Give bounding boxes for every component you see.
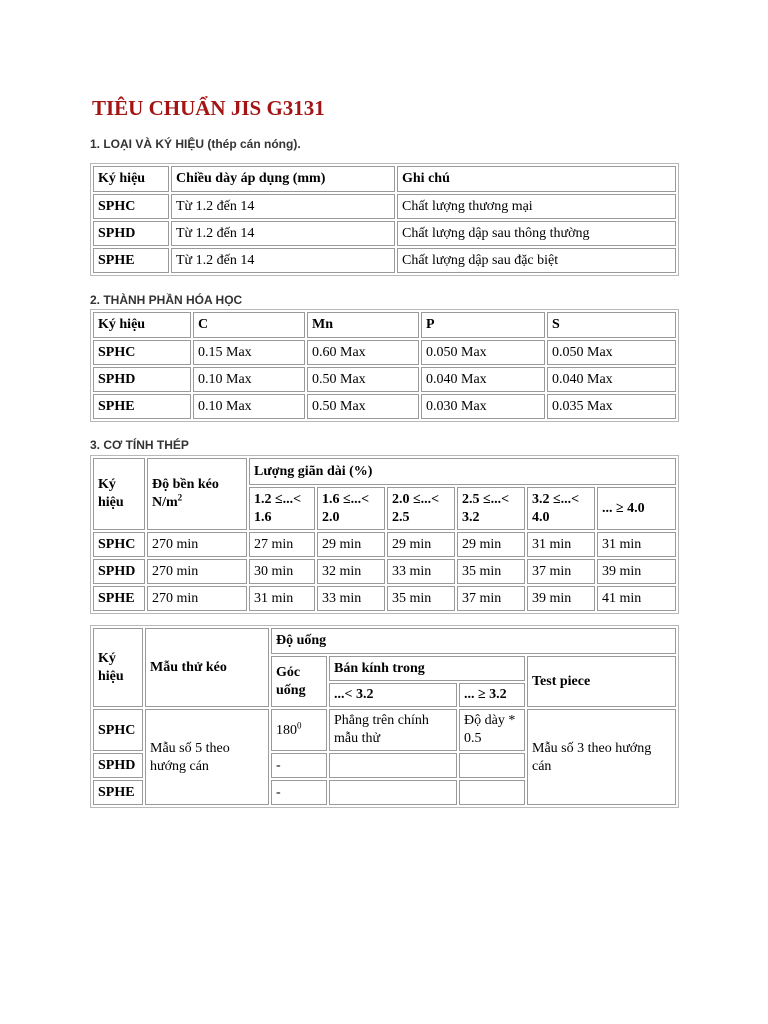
types-table — [90, 163, 679, 276]
elongation-header: Lượng giãn dài (%) — [249, 458, 676, 485]
radius-lt-cell — [329, 780, 457, 805]
tensile-strength-header — [147, 458, 247, 530]
table-header-row — [93, 458, 676, 485]
section-1-heading: 1. LOẠI VÀ KÝ HIỆU (thép cán nóng). — [90, 137, 301, 151]
bending-test-table — [90, 625, 679, 808]
table-cell: 0.10 Max — [193, 367, 305, 392]
table-cell: 31 min — [597, 532, 676, 557]
symbol-cell: SPHE — [93, 394, 191, 419]
table-cell: Từ 1.2 đến 14 — [171, 221, 395, 246]
table-cell: 0.035 Max — [547, 394, 676, 419]
mechanical-properties-table — [90, 455, 679, 614]
table-cell: 0.050 Max — [421, 340, 545, 365]
table-cell: 270 min — [147, 559, 247, 584]
table-cell: Chất lượng dập sau thông thường — [397, 221, 676, 246]
angle-value: 180 — [276, 723, 297, 738]
tensile-strength-label: Độ bền kéo N/m — [152, 477, 219, 510]
table-row — [93, 221, 676, 246]
table-row — [93, 532, 676, 557]
symbol-header: Ký hiệu — [93, 628, 143, 707]
table-cell: 31 min — [249, 586, 315, 611]
symbol-cell: SPHD — [93, 559, 145, 584]
test-piece-cell: Mẫu số 3 theo hướng cán — [527, 709, 676, 805]
symbol-cell: SPHE — [93, 586, 145, 611]
angle-cell: - — [271, 753, 327, 778]
table-row — [93, 709, 676, 751]
section-3-heading: 3. CƠ TÍNH THÉP — [90, 438, 189, 452]
symbol-cell: SPHC — [93, 709, 143, 751]
table-cell: 35 min — [457, 559, 525, 584]
thickness-range-header: 2.0 ≤...< 2.5 — [387, 487, 455, 530]
table-cell: 30 min — [249, 559, 315, 584]
table-header-row — [93, 312, 676, 338]
thickness-range-header: ... ≥ 4.0 — [597, 487, 676, 530]
table-cell: 0.040 Max — [421, 367, 545, 392]
header-cell: Ký hiệu — [93, 166, 169, 192]
symbol-cell: SPHE — [93, 780, 143, 805]
tensile-unit-superscript: 2 — [177, 492, 183, 503]
header-cell: Ghi chú — [397, 166, 676, 192]
table-cell: Từ 1.2 đến 14 — [171, 248, 395, 273]
table-row — [93, 340, 676, 365]
table-cell: 0.10 Max — [193, 394, 305, 419]
header-cell: P — [421, 312, 545, 338]
table-header-row — [93, 628, 676, 654]
table-row — [93, 248, 676, 273]
degree-superscript: 0 — [297, 720, 302, 731]
radius-ge-cell — [459, 780, 525, 805]
table-cell: 37 min — [527, 559, 595, 584]
table-cell: Từ 1.2 đến 14 — [171, 194, 395, 219]
angle-header: Góc uống — [271, 656, 327, 707]
table-cell: 270 min — [147, 532, 247, 557]
table-row — [93, 194, 676, 219]
table-cell: 0.50 Max — [307, 394, 419, 419]
angle-cell: - — [271, 780, 327, 805]
header-cell: S — [547, 312, 676, 338]
table-cell: 0.60 Max — [307, 340, 419, 365]
table-cell: 33 min — [387, 559, 455, 584]
table-cell: 31 min — [527, 532, 595, 557]
header-cell: Chiều dày áp dụng (mm) — [171, 166, 395, 192]
table-row — [93, 394, 676, 419]
table-cell: 32 min — [317, 559, 385, 584]
table-cell: Chất lượng thương mại — [397, 194, 676, 219]
table-cell: 39 min — [527, 586, 595, 611]
table-row — [93, 559, 676, 584]
table-cell: 270 min — [147, 586, 247, 611]
table-cell: 33 min — [317, 586, 385, 611]
table-cell: 39 min — [597, 559, 676, 584]
radius-ge-cell — [459, 753, 525, 778]
angle-cell — [271, 709, 327, 751]
table-cell: 29 min — [317, 532, 385, 557]
symbol-header: Ký hiệu — [93, 458, 145, 530]
radius-ge-cell: Độ dày * 0.5 — [459, 709, 525, 751]
test-piece-header: Test piece — [527, 656, 676, 707]
inner-radius-header: Bán kính trong — [329, 656, 525, 681]
bending-header: Độ uống — [271, 628, 676, 654]
symbol-cell: SPHC — [93, 532, 145, 557]
tensile-sample-header: Mẫu thử kéo — [145, 628, 269, 707]
table-cell: 41 min — [597, 586, 676, 611]
header-cell: Ký hiệu — [93, 312, 191, 338]
thickness-range-header: 1.2 ≤...< 1.6 — [249, 487, 315, 530]
table-cell: 0.050 Max — [547, 340, 676, 365]
table-cell: Chất lượng dập sau đặc biệt — [397, 248, 676, 273]
table-cell: 27 min — [249, 532, 315, 557]
header-cell: C — [193, 312, 305, 338]
table-cell: 29 min — [387, 532, 455, 557]
thickness-range-header: 2.5 ≤...< 3.2 — [457, 487, 525, 530]
chemical-composition-table — [90, 309, 679, 422]
symbol-cell: SPHC — [93, 194, 169, 219]
symbol-cell: SPHD — [93, 753, 143, 778]
table-row — [93, 586, 676, 611]
table-cell: 37 min — [457, 586, 525, 611]
symbol-cell: SPHE — [93, 248, 169, 273]
table-cell: 0.040 Max — [547, 367, 676, 392]
page-title: TIÊU CHUẨN JIS G3131 — [92, 96, 325, 120]
thickness-range-header: 3.2 ≤...< 4.0 — [527, 487, 595, 530]
table-cell: 35 min — [387, 586, 455, 611]
header-cell: Mn — [307, 312, 419, 338]
radius-ge-header: ... ≥ 3.2 — [459, 683, 525, 707]
table-row — [93, 367, 676, 392]
table-cell: 29 min — [457, 532, 525, 557]
symbol-cell: SPHD — [93, 367, 191, 392]
radius-lt-cell — [329, 753, 457, 778]
table-cell: 0.15 Max — [193, 340, 305, 365]
radius-lt-header: ...< 3.2 — [329, 683, 457, 707]
thickness-range-header: 1.6 ≤...< 2.0 — [317, 487, 385, 530]
table-cell: 0.030 Max — [421, 394, 545, 419]
table-header-row — [93, 166, 676, 192]
symbol-cell: SPHC — [93, 340, 191, 365]
tensile-sample-cell: Mẫu số 5 theo hướng cán — [145, 709, 269, 805]
section-2-heading: 2. THÀNH PHẦN HÓA HỌC — [90, 293, 243, 307]
table-cell: 0.50 Max — [307, 367, 419, 392]
symbol-cell: SPHD — [93, 221, 169, 246]
radius-lt-cell: Phẳng trên chính mẫu thử — [329, 709, 457, 751]
